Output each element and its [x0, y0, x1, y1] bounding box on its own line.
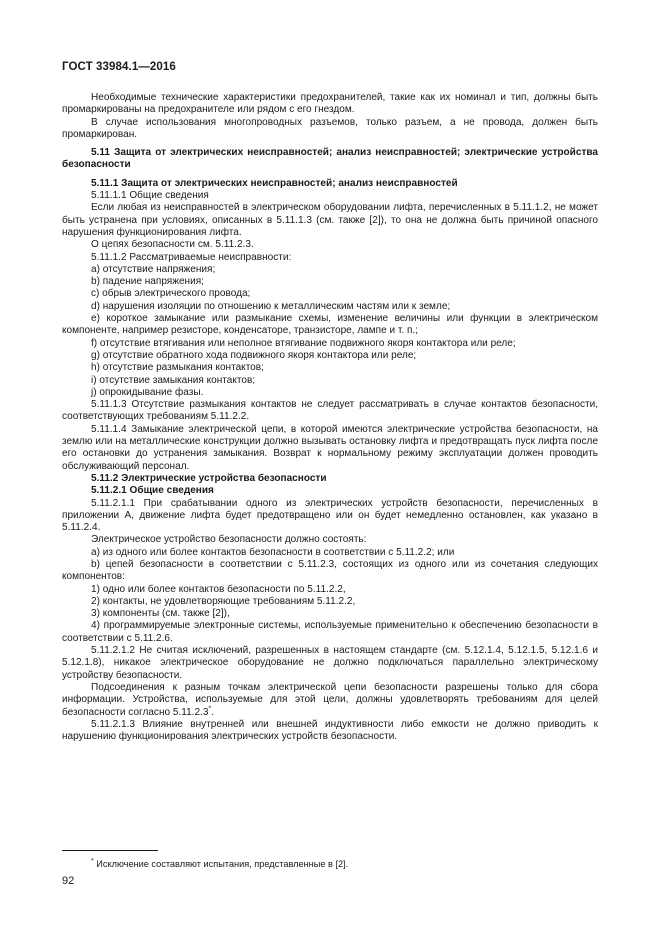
footnote-separator	[62, 850, 158, 851]
document-header: ГОСТ 33984.1—2016	[62, 61, 176, 73]
paragraph-text: 5.11 Защита от электрических неисправностей; анализ неисправностей; электрические устройства безопасности	[62, 147, 598, 171]
paragraph	[62, 301, 598, 313]
paragraph-text: b) падение напряжения;	[91, 276, 204, 288]
paragraph-text: a) отсутствие напряжения;	[91, 263, 216, 275]
paragraph-text: d) нарушения изоляции по отношению к металлическим частям или к земле;	[91, 300, 451, 312]
paragraph-text: h) отсутствие размыкания контактов;	[91, 362, 264, 374]
paragraph-text: В случае использования многопроводных разъемов, только разъем, а не провода, должен быть промаркирован.	[62, 116, 598, 140]
paragraph	[62, 387, 598, 399]
paragraph-text: 1) одно или более контактов безопасности по 5.11.2.2,	[91, 583, 346, 595]
paragraph-text: 4) программируемые электронные системы, используемые применительно к обеспечению безопасности в соответствии с 5.11.2.6.	[62, 620, 598, 644]
paragraph-text: 3) компоненты (см. также [2]),	[91, 608, 230, 620]
paragraph-text: c) обрыв электрического провода;	[91, 288, 251, 300]
paragraph	[62, 584, 598, 596]
paragraph	[62, 350, 598, 362]
paragraph	[62, 620, 598, 645]
paragraph-text: Электрическое устройство безопасности должно состоять:	[91, 534, 367, 546]
paragraph	[62, 559, 598, 584]
paragraph	[62, 399, 598, 424]
paragraph-text: 5.11.1.1 Общие сведения	[91, 190, 209, 202]
section-heading	[62, 473, 598, 485]
paragraph	[62, 645, 598, 682]
paragraph	[62, 534, 598, 546]
paragraph-text: Если любая из неисправностей в электрическом оборудовании лифта, перечисленных в 5.11.1.2, не может быть устранена при условиях, описанных в 5.11.1.3 (см. также [2]), то она не должна быть причиной опасного нарушения функционирования лифта.	[62, 202, 598, 238]
paragraph-text: 5.11.2.1.2 Не считая исключений, разрешенных в настоящем стандарте (см. 5.12.1.4, 5.12.1.5, 5.12.1.6 и 5.12.1.8), никакое электрическое оборудование не должно подключаться параллельно электрическому устройству безопасности.	[62, 645, 598, 681]
paragraph-text: f) отсутствие втягивания или неполное втягивание подвижного якоря контактора или реле;	[91, 337, 516, 349]
paragraph	[62, 190, 598, 202]
paragraph-text: 5.11.2.1.1 При срабатывании одного из электрических устройств безопасности, перечисленных в приложении А, движение лифта будет предотвращено или он будет немедленно остановлен, как указано в 5.11.2.4.	[62, 497, 598, 534]
paragraph	[62, 252, 598, 264]
paragraph	[62, 596, 598, 608]
paragraph	[62, 498, 598, 535]
paragraph-text: e) короткое замыкание или размыкание схемы, изменение величины или функции в электрическом компоненте, например резисторе, конденсаторе, транзисторе, лампе и т. п.;	[62, 313, 598, 337]
page-number: 92	[62, 875, 75, 887]
section-heading	[62, 485, 598, 497]
footnote-mark: *	[91, 857, 94, 865]
paragraph-text: 2) контакты, не удовлетворяющие требованиям 5.11.2.2,	[91, 595, 356, 607]
paragraph-text: Подсоединения к разным точкам электрической цепи безопасности разрешены только для сбора информации. Устройства, используемые для этой цели, должны удовлетворять требованиям для целей безопасности согласно 5.11.2.3	[62, 681, 598, 718]
paragraph	[62, 92, 598, 117]
paragraph-text: 5.11.2.1.3 Влияние внутренней или внешней индуктивности либо емкости не должно приводить к нарушению функционирования электрических устройств безопасности.	[62, 718, 598, 743]
paragraph	[62, 608, 598, 620]
paragraph-text: 5.11.1.2 Рассматриваемые неисправности:	[91, 251, 292, 263]
paragraph	[62, 239, 598, 251]
paragraph-text: 5.11.1 Защита от электрических неисправностей; анализ неисправностей	[91, 177, 458, 189]
document-body	[62, 92, 598, 743]
paragraph	[62, 288, 598, 300]
paragraph-text: a) из одного или более контактов безопасности в соответствии с 5.11.2.2; или	[91, 546, 455, 558]
paragraph-text: 5.11.2.1 Общие сведения	[91, 485, 214, 497]
section-heading	[62, 178, 598, 190]
paragraph	[62, 264, 598, 276]
paragraph-text-tail: .	[211, 706, 214, 718]
paragraph-text: 5.11.1.4 Замыкание электрической цепи, в которой имеются электрические устройства безопасности, на землю или на металлические конструкции должно вызывать остановку лифта и предотвращать пуск лифта после его остановки до устранения замыкания. Возврат к нормальному режиму эксплуатации должен проводить обслуживающий персонал.	[62, 423, 598, 472]
footnote	[91, 859, 348, 869]
paragraph	[62, 424, 598, 473]
paragraph-text: j) опрокидывание фазы.	[91, 386, 204, 398]
paragraph	[62, 375, 598, 387]
paragraph-text: g) отсутствие обратного хода подвижного якоря контактора или реле;	[91, 349, 417, 361]
paragraph	[62, 202, 598, 239]
paragraph	[62, 117, 598, 142]
section-heading	[62, 147, 598, 172]
paragraph-text: О цепях безопасности см. 5.11.2.3.	[91, 239, 254, 251]
paragraph-text: b) цепей безопасности в соответствии с 5.11.2.3, состоящих из одного или из сочетания следующих компонентов:	[62, 558, 598, 583]
paragraph	[62, 276, 598, 288]
paragraph-text: Необходимые технические характеристики предохранителей, такие как их номинал и тип, должны быть промаркированы на предохранителе или рядом с его гнездом.	[62, 92, 598, 116]
paragraph	[62, 313, 598, 338]
paragraph-text: i) отсутствие замыкания контактов;	[91, 374, 256, 386]
paragraph	[62, 547, 598, 559]
paragraph-text: 5.11.2 Электрические устройства безопасности	[91, 472, 327, 484]
paragraph	[62, 719, 598, 744]
paragraph	[62, 338, 598, 350]
paragraph	[62, 362, 598, 374]
footnote-text: Исключение составляют испытания, представленные в [2].	[96, 859, 349, 869]
paragraph-text: 5.11.1.3 Отсутствие размыкания контактов не следует рассматривать в случае контактов безопасности, соответствующих требованиям 5.11.2.2.	[62, 399, 598, 423]
footnote-reference: *	[208, 705, 212, 713]
paragraph	[62, 682, 598, 719]
